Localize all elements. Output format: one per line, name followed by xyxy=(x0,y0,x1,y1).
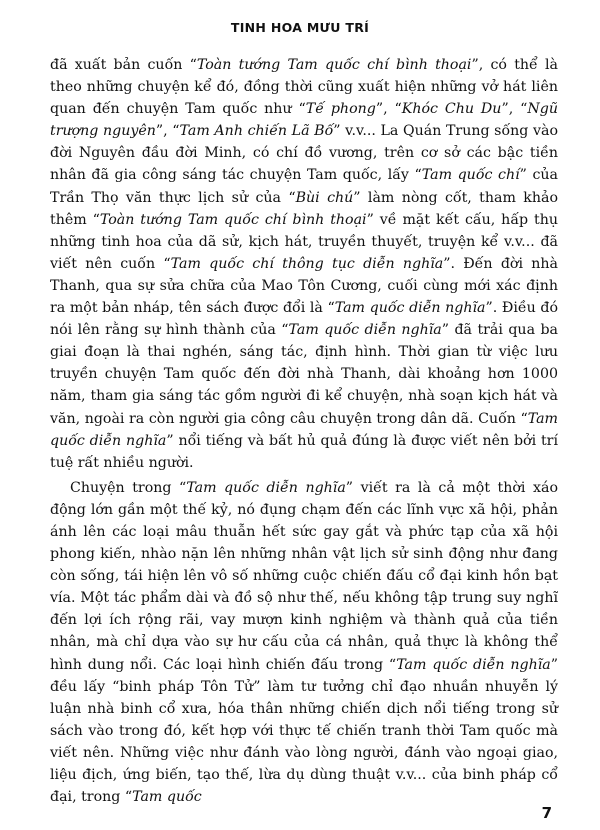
paragraph xyxy=(50,54,558,474)
body-text xyxy=(50,54,558,808)
italic-title: Tam quốc diễn nghĩa xyxy=(186,479,346,496)
text-run: ” về mặt kết cấu, hấp thụ những tinh hoa của dã sử, kịch hát, truyền thuyết, truyện kể v.v... đã viết nên cuốn “ xyxy=(50,211,559,272)
running-title: TINH HOA MƯU TRÍ xyxy=(230,20,370,35)
text-run: Chuyện trong “ xyxy=(70,479,187,496)
text-run: ” của Trần Thọ văn thực lịch sử của “ xyxy=(50,167,558,206)
italic-title: Tam quốc chí thông tục diễn nghĩa xyxy=(170,255,444,272)
text-run: ”, có thể là theo những chuyện kể đó, đồng thời cũng xuất hiện những vở hát liên quan đến chuyện Tam quốc như “ xyxy=(50,57,559,118)
text-run: ”. Điều đó nói lên rằng sự hình thành của “ xyxy=(50,300,558,339)
text-run: ”, “ xyxy=(501,101,528,118)
paragraph xyxy=(50,477,558,808)
text-run: đã xuất bản cuốn “ xyxy=(50,57,197,73)
italic-title: Tam quốc chí xyxy=(421,167,520,184)
italic-title: Tam quốc diễn nghĩa xyxy=(288,322,442,339)
italic-title: Tam Anh chiến Lã Bố xyxy=(179,123,334,140)
italic-title: Tam quốc diễn nghĩa xyxy=(334,300,486,317)
page-number: 7 xyxy=(541,804,552,822)
text-run: ”, “ xyxy=(375,101,402,118)
text-run: ”. Đến đời nhà Thanh, qua sự sửa chữa của Mao Tôn Cương, cuối cùng mới xác định ra một bản nháp, tên sách được đổi là “ xyxy=(50,255,558,317)
text-run: ” đã trải qua ba giai đoạn là thai nghén, sáng tác, định hình. Thời gian từ việc lưu truyền chuyện Tam quốc đến đời nhà Thanh, dài khoảng hơn 1000 năm, tham gia sáng tác gồm người đi kể chuyện, nhà soạn kịch hát và văn, ngoài ra còn người gia công câu chuyện trong dân dã. Cuốn “ xyxy=(50,322,558,427)
italic-title: Tam quốc diễn nghĩa xyxy=(50,410,558,449)
italic-title: Tam quốc diễn nghĩa xyxy=(396,656,551,673)
text-run: ” nổi tiếng và bất hủ quả đúng là được viết nên bởi trí tuệ rất nhiều người. xyxy=(50,432,558,471)
text-run: ”, “ xyxy=(155,123,180,140)
text-run: ” làm nòng cốt, tham khảo thêm “ xyxy=(50,189,558,228)
italic-title: Bùi chú xyxy=(295,189,354,206)
text-run: ” viết ra là cả một thời xáo động lớn gần một thế kỷ, nó đụng chạm đến các lĩnh vực xã hội, phản ánh lên các loại mâu thuẫn hết sức gay gắt và phức tạp của xã hội phong kiến, nhào nặn lên những nhân vật lịch sử sinh động như đang còn sống, tái hiện lên vô số những cuộc chiến đấu cổ đại kinh hồn bạt vía. Một tác phẩm dài và đồ sộ như thế, nếu không tập trung suy nghĩ đến lợi ích rộng rãi, vay mượn kinh nghiệm và thành quả của tiền nhân, mà chỉ dựa vào sự hư cấu của cá nhân, quả thực là không thể hình dung nổi. Các loại hình chiến đấu trong “ xyxy=(50,479,558,673)
italic-title: Tam quốc xyxy=(132,789,202,806)
italic-title: Toàn tướng Tam quốc chí bình thoại xyxy=(196,57,472,73)
italic-title: Khóc Chu Du xyxy=(401,101,502,118)
italic-title: Tế phong xyxy=(305,101,376,118)
text-run: ” v.v... La Quán Trung sống vào đời Nguyên đầu đời Minh, có chí đồ vương, trên cơ sở các bậc tiền nhân đã gia công sáng tác chuyện Tam quốc, lấy “ xyxy=(50,123,558,184)
text-run: ” đều lấy “binh pháp Tôn Tử” làm tư tưởng chỉ đạo nhuần nhuyễn lý luận nhà binh cổ xưa, hóa thân những chiến dịch nổi tiếng trong sử sách vào trong đó, kết hợp với thực tế chiến tranh thời Tam quốc mà viết nên. Những việc như đánh vào lòng người, đánh vào ngoại giao, liệu địch, ứng biến, tạo thế, lừa dụ dùng thuật v.v... của binh pháp cổ đại, trong “ xyxy=(50,656,558,806)
italic-title: Toàn tướng Tam quốc chí bình thoại xyxy=(99,211,367,228)
italic-title: Ngũ trượng nguyên xyxy=(50,101,558,140)
